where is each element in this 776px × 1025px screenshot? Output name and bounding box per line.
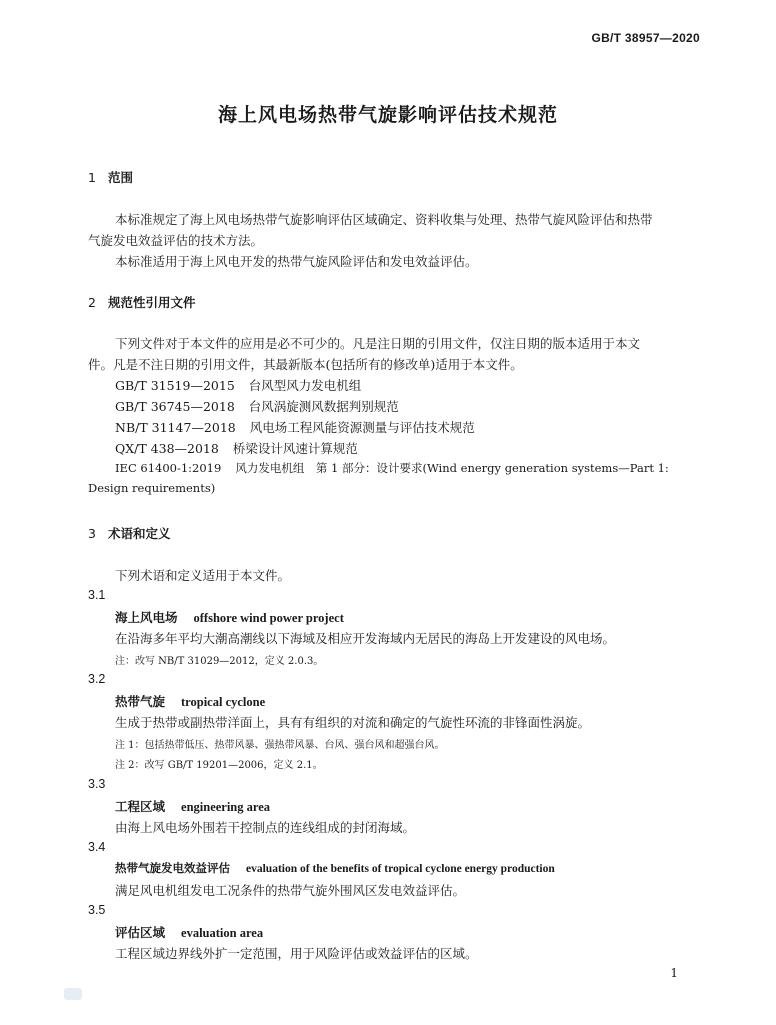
term-note: 注 2：改写 GB/T 19201—2006，定义 2.1。	[115, 760, 323, 771]
reference-item	[115, 418, 475, 436]
reference-code: QX/T 438—2018	[115, 441, 219, 456]
watermark-logo-icon	[64, 988, 82, 1000]
term-heading	[115, 923, 263, 941]
term-heading	[115, 608, 344, 626]
standard-code-header: GB/T 38957—2020	[591, 31, 700, 45]
section-title: 范围	[108, 170, 134, 185]
reference-title: 台风型风力发电机组	[248, 378, 362, 393]
reference-item	[115, 376, 361, 394]
term-definition: 生成于热带或副热带洋面上，具有有组织的对流和确定的气旋性环流的非锋面性涡旋。	[115, 715, 591, 730]
reference-title: 风电场工程风能资源测量与评估技术规范	[249, 420, 475, 435]
term-note: 注：改写 NB/T 31029—2012，定义 2.0.3。	[115, 656, 324, 667]
section-1-heading	[88, 168, 133, 186]
term-en: evaluation of the benefits of tropical cyclone energy production	[246, 863, 555, 875]
paragraph-line: 下列文件对于本文件的应用是必不可少的。凡是注日期的引用文件，仅注日期的版本适用于本文	[115, 336, 641, 351]
term-number: 3.1	[88, 588, 106, 602]
paragraph-line: 气旋发电效益评估的技术方法。	[88, 233, 264, 248]
section-3-heading	[88, 524, 171, 542]
term-definition: 在沿海多年平均大潮高潮线以下海域及相应开发海域内无居民的海岛上开发建设的风电场。	[115, 631, 616, 646]
section-number: 2	[88, 295, 96, 310]
term-note: 注 1：包括热带低压、热带风暴、强热带风暴、台风、强台风和超强台风。	[115, 740, 445, 751]
term-zh: 热带气旋发电效益评估	[115, 861, 230, 875]
term-zh: 工程区域	[115, 799, 166, 814]
paragraph-line: 下列术语和定义适用于本文件。	[115, 568, 291, 583]
term-number: 3.5	[88, 903, 106, 917]
term-heading	[115, 692, 265, 710]
reference-item	[115, 460, 669, 476]
section-number: 3	[88, 526, 96, 541]
reference-code: GB/T 31519—2015	[115, 378, 235, 393]
term-heading	[115, 860, 555, 876]
term-en: offshore wind power project	[193, 611, 344, 625]
section-2-heading	[88, 293, 196, 311]
reference-title: 台风涡旋测风数据判别规范	[248, 399, 399, 414]
term-number: 3.4	[88, 840, 106, 854]
paragraph-line: 件。凡是不注日期的引用文件，其最新版本(包括所有的修改单)适用于本文件。	[88, 357, 523, 372]
term-number: 3.2	[88, 672, 106, 686]
paragraph-line: 本标准适用于海上风电开发的热带气旋风险评估和发电效益评估。	[115, 254, 478, 269]
term-heading	[115, 797, 270, 815]
reference-title: 桥梁设计风速计算规范	[232, 441, 358, 456]
term-definition: 满足风电机组发电工况条件的热带气旋外围风区发电效益评估。	[115, 883, 466, 898]
term-zh: 海上风电场	[115, 610, 178, 625]
reference-title: 风力发电机组 第 1 部分：设计要求(Wind energy generation systems—Part 1:	[235, 461, 669, 475]
paragraph-line: Design requirements)	[88, 481, 216, 495]
document-title: 海上风电场热带气旋影响评估技术规范	[217, 104, 558, 126]
section-number: 1	[88, 170, 96, 185]
term-definition: 由海上风电场外围若干控制点的连线组成的封闭海域。	[115, 820, 416, 835]
page-number: 1	[670, 966, 678, 980]
term-number: 3.3	[88, 777, 106, 791]
term-en: evaluation area	[181, 926, 264, 940]
term-en: engineering area	[181, 800, 271, 814]
term-zh: 评估区域	[115, 925, 166, 940]
reference-code: IEC 61400-1:2019	[115, 461, 222, 475]
term-definition: 工程区域边界线外扩一定范围，用于风险评估或效益评估的区域。	[115, 946, 478, 961]
reference-code: NB/T 31147—2018	[115, 420, 236, 435]
reference-item	[115, 439, 358, 457]
paragraph-line: 本标准规定了海上风电场热带气旋影响评估区域确定、资料收集与处理、热带气旋风险评估和热带	[115, 212, 653, 227]
reference-code: GB/T 36745—2018	[115, 399, 235, 414]
reference-item	[115, 397, 399, 415]
section-title: 规范性引用文件	[108, 295, 196, 310]
term-en: tropical cyclone	[181, 695, 266, 709]
section-title: 术语和定义	[108, 526, 171, 541]
term-zh: 热带气旋	[115, 694, 166, 709]
